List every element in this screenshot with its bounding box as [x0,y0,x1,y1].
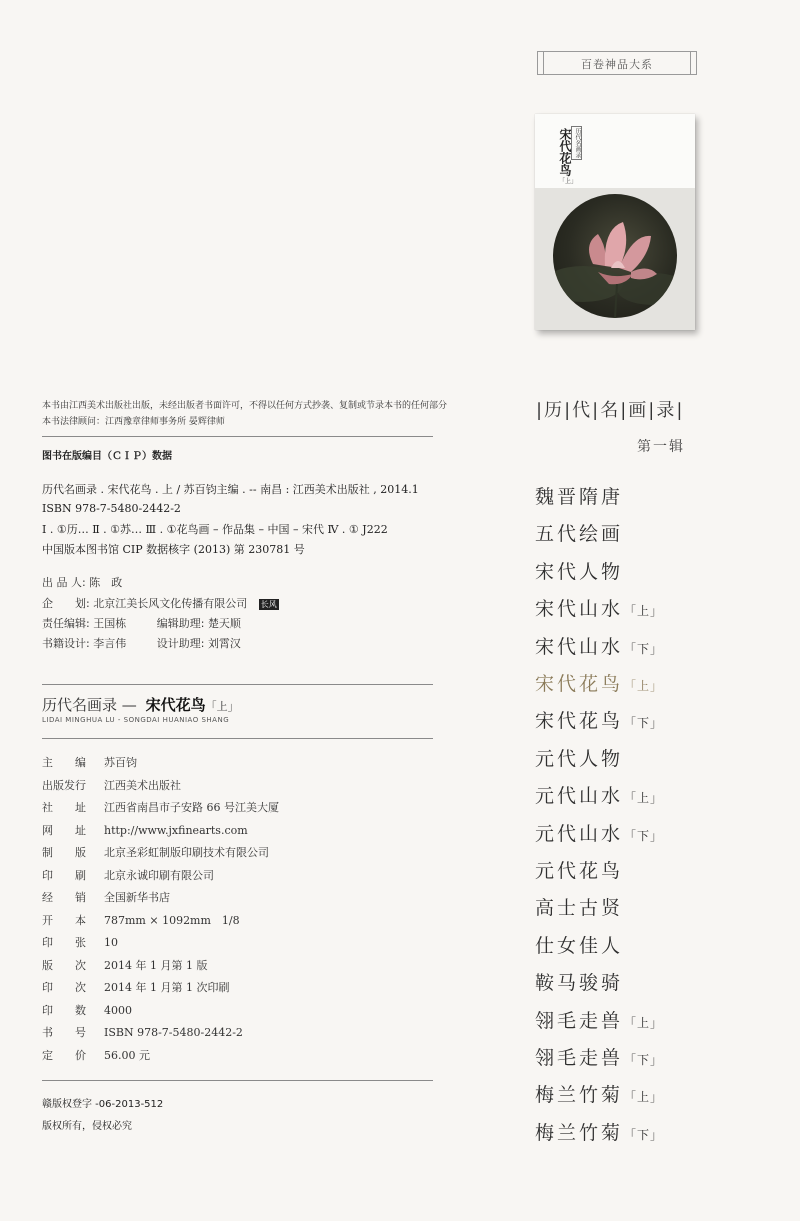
series-title-name: 宋代山水 [535,635,624,658]
info-value: 2014 年 1 月第 1 版 [104,958,208,972]
cover-title: 宋代花鸟 [558,128,572,176]
credit-planner [42,595,279,611]
info-row [42,979,229,995]
credit-label: 企 划 [42,597,86,610]
series-title-item [535,632,663,659]
series-title-item [535,893,623,920]
info-label: 印 张 [42,936,86,949]
series-badge [537,51,697,75]
legal-notice: 本书由江西美术出版社出版，未经出版者书面许可，不得以任何方式抄袭、复制或节录本书的任何部分 [42,401,448,411]
book-title-pinyin: LIDAI MINGHUA LU - SONGDAI HUANIAO SHANG [42,716,230,724]
info-row [42,912,240,928]
series-title-name: 五代绘画 [535,523,624,546]
series-title-name: 宋代花鸟 [535,710,624,733]
series-title-name: 元代山水 [535,822,624,845]
planner-logo: 长风 [260,600,277,609]
cip-line: 历代名画录 . 宋代花鸟 . 上 / 苏百钧主编 . -- 南昌 : 江西美术出版社 , 2014.1 [42,483,419,496]
book-cover [535,114,695,330]
credit-editor [42,615,241,631]
colon: : [200,637,205,650]
series-title-item [535,931,623,958]
series-title-name: 高士古贤 [535,897,624,920]
info-row [42,822,248,838]
series-badge-text: 百卷神品大系 [581,58,653,71]
info-value: 787mm × 1092mm 1/8 [104,913,240,927]
book-volume-title: 宋代花鸟 [145,696,206,714]
info-row [42,957,207,973]
credit-value: 陈 政 [89,576,123,589]
info-value: 江西美术出版社 [104,778,181,792]
info-label: 经 销 [42,891,86,904]
series-title-name: 宋代山水 [535,598,624,621]
series-name: |历|代|名|画|录| [536,400,685,421]
info-label: 版 次 [42,958,86,972]
info-label: 出版发行 [42,778,86,792]
series-title-item [535,856,623,883]
series-title-name: 宋代人物 [535,560,624,583]
credit-label: 设计助理 [156,637,201,650]
info-value: 2014 年 1 月第 1 次印刷 [104,981,230,994]
credit-label: 书籍设计 [42,637,86,650]
credit-value: 北京江美长风文化传播有限公司 [93,597,248,610]
colon: : [86,637,90,650]
colon: : [86,597,90,610]
cip-number: 中国版本图书馆 CIP 数据核字 (2013) 第 230781 号 [42,543,305,556]
info-row [42,1002,132,1018]
series-title-volume: 「下」 [624,716,664,731]
info-value: 全国新华书店 [104,891,170,904]
series-title-item [535,519,623,546]
info-label: 开 本 [42,913,86,927]
series-title-item [535,819,663,846]
series-title-item [535,1006,663,1033]
info-value: ISBN 978-7-5480-2442-2 [104,1026,243,1039]
series-title-name: 元代人物 [535,747,624,770]
colon: : [200,617,205,630]
series-title-name: 魏晋隋唐 [535,486,624,508]
lotus-painting [553,194,677,318]
credit-publisher [42,574,122,590]
info-value: http://www.jxfinearts.com [104,823,248,837]
info-label: 印 数 [42,1003,86,1017]
credit-value: 刘霄汉 [207,637,241,650]
series-title-item [535,744,623,771]
info-value: 苏百钧 [104,756,137,769]
info-label: 印 次 [42,981,86,994]
credit-designer [42,635,241,651]
credit-value: 李言伟 [93,637,127,650]
info-row [42,1047,150,1063]
book-volume-mark: 「上」 [205,700,239,713]
info-row [42,777,181,793]
info-row [42,1024,243,1040]
series-title-item [535,482,623,509]
info-value: 北京圣彩虹制版印刷技术有限公司 [104,846,269,859]
info-value: 10 [104,936,118,949]
series-title-name: 梅兰竹菊 [535,1084,624,1107]
legal-counsel: 本书法律顾问：江西豫章律师事务所 晏辉律师 [42,417,225,427]
info-row [42,934,118,950]
cip-isbn: ISBN 978-7-5480-2442-2 [42,502,181,515]
info-row [42,889,170,905]
series-title-volume: 「上」 [624,791,664,806]
cip-heading: 图书在版编目（ＣＩＰ）数据 [42,451,172,462]
info-label: 书 号 [42,1026,86,1039]
info-label: 主 编 [42,756,86,769]
series-title-item [535,557,623,584]
info-label: 定 价 [42,1048,86,1062]
info-value: 江西省南昌市子安路 66 号江美大厦 [104,801,279,814]
cover-subtitle: 历代名画录 [571,126,582,160]
divider [42,684,433,685]
divider [42,436,433,437]
series-title-volume: 「上」 [624,1090,664,1105]
series-title-item [535,669,663,696]
info-label: 制 版 [42,846,86,859]
info-row [42,799,279,815]
book-title [42,694,239,715]
series-title-item [535,968,623,995]
info-value: 北京永诚印刷有限公司 [104,868,214,882]
colon: : [82,576,86,589]
series-title-name: 元代山水 [535,785,624,808]
series-title-name: 元代花鸟 [535,860,624,882]
series-title-item [535,1118,663,1145]
colon: : [86,617,90,630]
info-value: 4000 [104,1003,132,1017]
series-title-volume: 「上」 [624,679,664,693]
cover-volume-mark: 「上」 [559,178,578,185]
cip-classification: Ⅰ . ①历… Ⅱ . ①苏… Ⅲ . ①花鸟画 – 作品集 – 中国 – 宋代 Ⅳ . ① J222 [42,523,388,536]
info-label: 社 址 [42,801,86,814]
credit-value: 王国栋 [93,617,127,630]
info-row [42,867,214,883]
rights-notice: 版权所有，侵权必究 [42,1121,132,1132]
series-title-name: 宋代花鸟 [535,673,624,695]
info-row [42,844,269,860]
credit-label: 出 品 人 [42,576,82,589]
credit-label: 责任编辑 [42,617,86,630]
series-title-item [535,594,663,621]
series-title-volume: 「下」 [624,1053,664,1067]
series-title-volume: 「上」 [624,604,664,619]
info-value: 56.00 元 [104,1048,150,1062]
book-series-title: 历代名画录 — [42,696,137,714]
info-row [42,754,137,770]
copyright-registration: 赣版权登字 -06-2013-512 [42,1099,164,1110]
series-title-name: 鞍马骏骑 [535,972,624,995]
info-label: 印 刷 [42,868,86,882]
divider [42,738,433,739]
info-label: 网 址 [42,823,86,837]
series-title-name: 仕女佳人 [535,934,624,957]
credit-label: 编辑助理 [156,617,201,630]
lotus-illustration [553,194,677,318]
series-title-volume: 「上」 [624,1015,664,1030]
credit-value: 楚天顺 [207,617,241,630]
series-title-item [535,781,663,808]
divider [42,1080,433,1081]
series-title-name: 梅兰竹菊 [535,1121,624,1144]
volume-label: 第一辑 [637,439,685,455]
series-title-name: 翎毛走兽 [535,1009,624,1032]
series-title-item [535,706,663,733]
series-title-item [535,1043,663,1070]
series-title-volume: 「下」 [624,1127,664,1142]
series-title-volume: 「下」 [624,641,664,656]
series-title-name: 翎毛走兽 [535,1047,624,1069]
series-title-item [535,1080,663,1107]
series-title-volume: 「下」 [624,828,664,843]
